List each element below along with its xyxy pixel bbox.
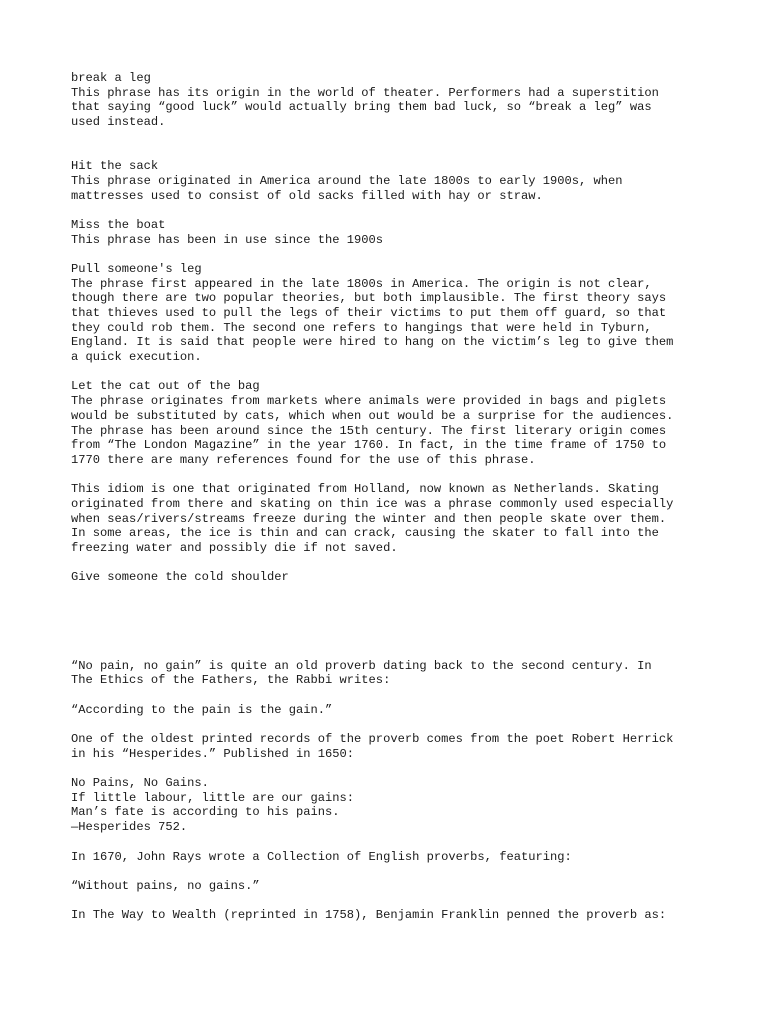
section-title: Give someone the cold shoulder — [71, 570, 289, 585]
section-title: Miss the boat — [71, 217, 166, 232]
section-break-a-leg — [71, 71, 711, 130]
section-title: Pull someone's leg — [71, 261, 202, 276]
body-line: “No pain, no gain” is quite an old proverb dating back to the second century. In — [71, 658, 652, 673]
body-line: they could rob them. The second one refers to hangings that were held in Tyburn, — [71, 320, 652, 335]
body-line: originated from there and skating on thin ice was a phrase commonly used especially — [71, 496, 674, 511]
body-line: though there are two popular theories, but both implausible. The first theory says — [71, 291, 667, 306]
section-miss-the-boat — [71, 218, 711, 247]
section-hit-the-sack — [71, 159, 711, 203]
quote-line: “According to the pain is the gain.” — [71, 702, 333, 717]
section-pull-someones-leg — [71, 262, 711, 365]
body-line: One of the oldest printed records of the proverb comes from the poet Robert Herrick — [71, 732, 674, 747]
body-line: The phrase has been around since the 15th century. The first literary origin comes — [71, 423, 667, 438]
body-line: a quick execution. — [71, 350, 202, 365]
body-line: 1770 there are many references found for the use of this phrase. — [71, 452, 536, 467]
body-line: used instead. — [71, 115, 166, 130]
section-title: break a leg — [71, 71, 151, 85]
body-line: In 1670, John Rays wrote a Collection of English proverbs, featuring: — [71, 849, 572, 864]
section-no-pain-no-gain — [71, 659, 711, 923]
section-title: Hit the sack — [71, 159, 159, 174]
body-line: England. It is said that people were hired to hang on the victim’s leg to give them — [71, 335, 674, 350]
body-line: freezing water and possibly die if not saved. — [71, 541, 398, 556]
body-line: The phrase first appeared in the late 1800s in America. The origin is not clear, — [71, 276, 652, 291]
body-line: that saying “good luck” would actually bring them bad luck, so “break a leg” was — [71, 100, 652, 115]
body-line: in his “Hesperides.” Published in 1650: — [71, 746, 355, 761]
body-line: In The Way to Wealth (reprinted in 1758), Benjamin Franklin penned the proverb as: — [71, 908, 667, 923]
poem-line: If little labour, little are our gains: — [71, 790, 355, 805]
body-line: when seas/rivers/streams freeze during the winter and then people skate over them. — [71, 511, 667, 526]
section-let-the-cat-out — [71, 379, 711, 467]
body-line: mattresses used to consist of old sacks filled with hay or straw. — [71, 188, 543, 203]
body-line: from “The London Magazine” in the year 1760. In fact, in the time frame of 1750 to — [71, 438, 667, 453]
body-line: that thieves used to pull the legs of their victims to put them off guard, so that — [71, 306, 667, 321]
body-line: would be substituted by cats, which when out would be a surprise for the audiences. — [71, 408, 674, 423]
section-cold-shoulder — [71, 570, 711, 585]
body-line: The Ethics of the Fathers, the Rabbi writes: — [71, 673, 391, 688]
body-line: The phrase originates from markets where animals were provided in bags and piglets — [71, 394, 667, 409]
body-line: This phrase has been in use since the 1900s — [71, 232, 384, 247]
poem-line: Man’s fate is according to his pains. — [71, 805, 340, 820]
quote-line: “Without pains, no gains.” — [71, 878, 260, 893]
body-line: This idiom is one that originated from Holland, now known as Netherlands. Skating — [71, 482, 659, 497]
document-page — [71, 71, 711, 923]
poem-line: —Hesperides 752. — [71, 820, 188, 835]
section-title: Let the cat out of the bag — [71, 379, 260, 394]
body-line: This phrase originated in America around the late 1800s to early 1900s, when — [71, 173, 623, 188]
body-line: This phrase has its origin in the world of theater. Performers had a superstition — [71, 85, 659, 100]
body-line: In some areas, the ice is thin and can crack, causing the skater to fall into the — [71, 526, 659, 541]
poem-line: No Pains, No Gains. — [71, 776, 209, 791]
section-thin-ice — [71, 482, 711, 555]
